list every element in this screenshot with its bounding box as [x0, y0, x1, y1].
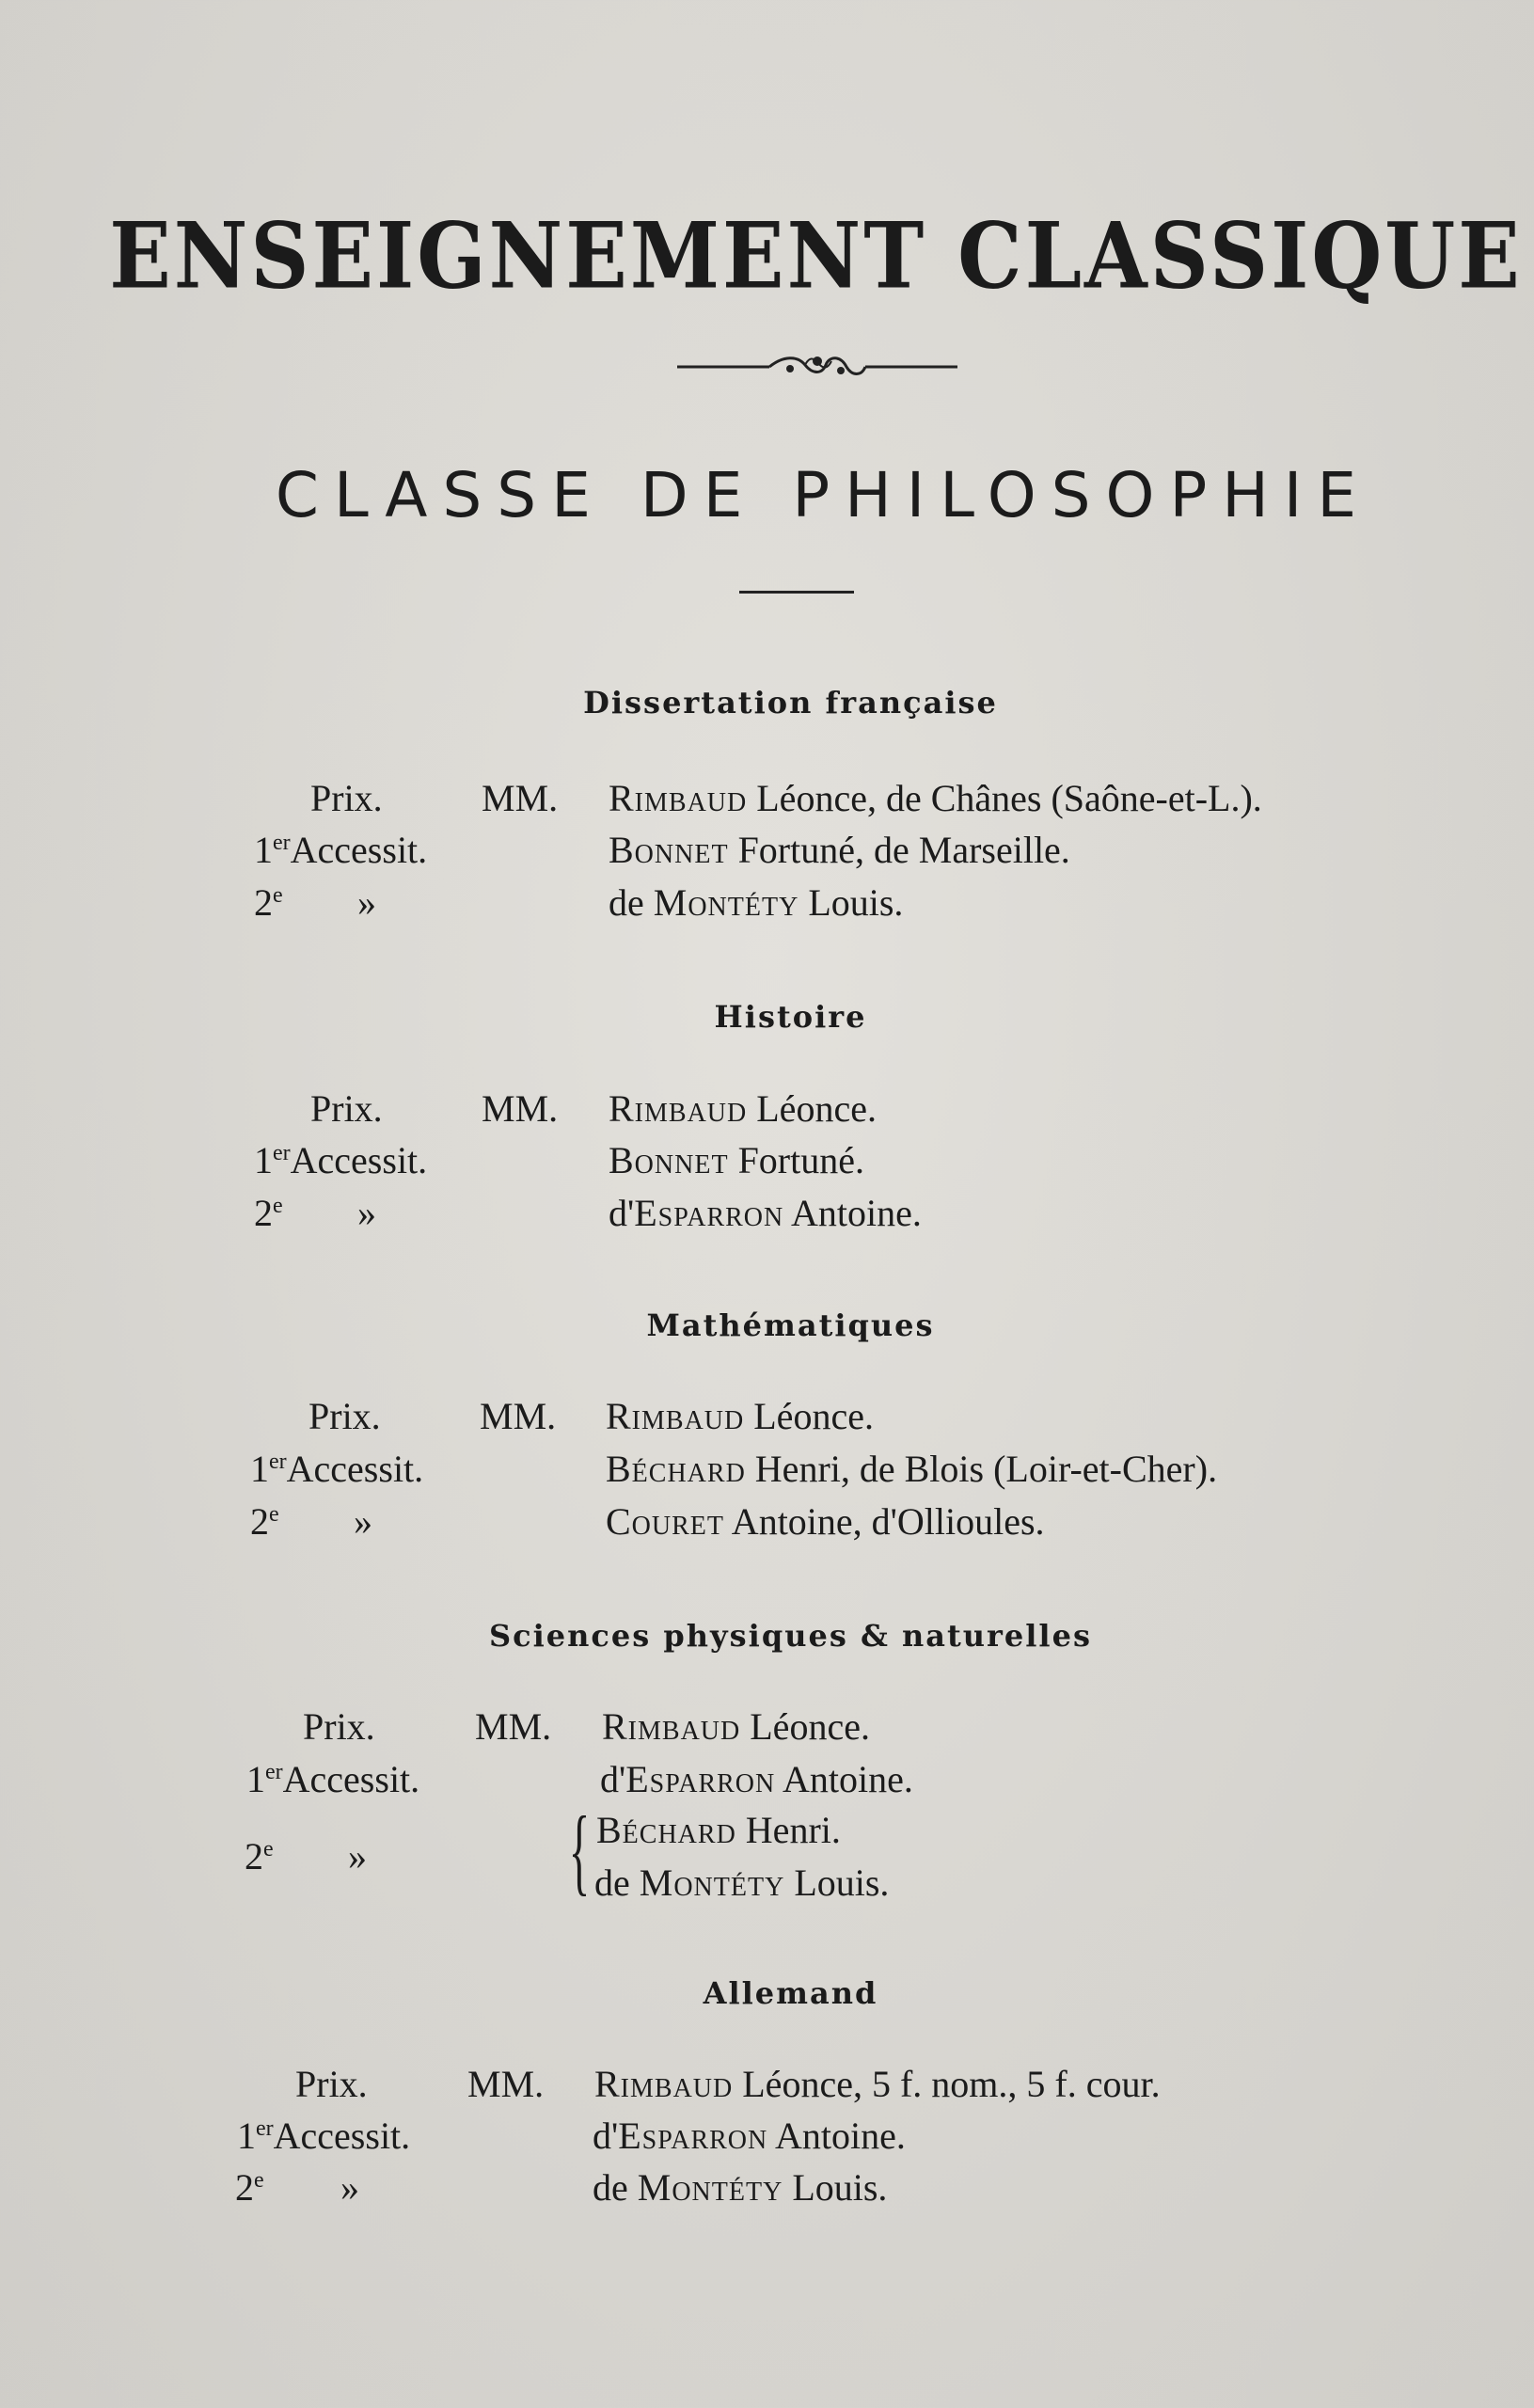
section-sciences — [0, 1618, 1534, 1654]
laureate-name: d'Esparron Antoine. — [593, 2115, 906, 2157]
rank-label: Prix. — [310, 1087, 383, 1130]
laureate-name: Bonnet Fortuné. — [609, 1139, 864, 1181]
laureate-name: Bonnet Fortuné, de Marseille. — [609, 829, 1070, 871]
ditto-mark: » — [348, 1835, 367, 1877]
rank-label: 2e — [245, 1835, 274, 1877]
mm-label: MM. — [480, 1395, 557, 1437]
rank-label: 2e — [254, 1192, 283, 1234]
rank-label: Prix. — [295, 2063, 368, 2105]
mm-label: MM. — [482, 777, 559, 819]
brace-mark: { — [568, 1797, 591, 1905]
section-heading: Mathématiques — [646, 1307, 935, 1343]
laureate-name: Rimbaud Léonce, de Chânes (Saône-et-L.). — [609, 777, 1262, 819]
rank-label: 2e — [254, 881, 283, 924]
rank-label: Prix. — [310, 777, 383, 819]
divider-rule — [739, 591, 854, 594]
class-subtitle: CLASSE DE PHILOSOPHIE — [275, 459, 1372, 531]
page-title: ENSEIGNEMENT CLASSIQUE — [109, 202, 1523, 310]
section-mathematiques — [0, 1307, 1534, 1343]
ornament-flourish — [675, 348, 959, 386]
section-allemand — [0, 1975, 1534, 2011]
ditto-mark: » — [354, 1500, 372, 1543]
mm-label: MM. — [482, 1087, 559, 1130]
rank-label: 2e — [235, 2166, 264, 2209]
rank-label: Prix. — [308, 1395, 381, 1437]
laureate-name: Rimbaud Léonce, 5 f. nom., 5 f. cour. — [594, 2063, 1161, 2105]
section-heading: Dissertation française — [583, 685, 998, 721]
laureate-name: Rimbaud Léonce. — [606, 1395, 874, 1437]
section-heading: Sciences physiques & naturelles — [489, 1618, 1092, 1654]
section-heading: Allemand — [703, 1975, 878, 2011]
laureate-name: d'Esparron Antoine. — [609, 1192, 922, 1234]
ditto-mark: » — [340, 2166, 359, 2209]
laureate-name: de Montéty Louis. — [594, 1861, 890, 1904]
section-histoire — [0, 999, 1534, 1035]
laureate-name: de Montéty Louis. — [609, 881, 904, 924]
laureate-name: Rimbaud Léonce. — [602, 1705, 870, 1748]
laureate-name: de Montéty Louis. — [593, 2166, 888, 2209]
rank-label: 1erAccessit. — [250, 1448, 424, 1490]
rank-label: Prix. — [303, 1705, 375, 1748]
laureate-name: Béchard Henri. — [596, 1809, 841, 1851]
rank-label: 1erAccessit. — [246, 1758, 420, 1800]
laureate-name: Rimbaud Léonce. — [609, 1087, 877, 1130]
laureate-name: d'Esparron Antoine. — [600, 1758, 913, 1800]
laureate-name: Béchard Henri, de Blois (Loir-et-Cher). — [606, 1448, 1218, 1490]
ditto-mark: » — [357, 1192, 376, 1234]
section-dissertation — [0, 685, 1534, 721]
ditto-mark: » — [357, 881, 376, 924]
rank-label: 1erAccessit. — [237, 2115, 411, 2157]
mm-label: MM. — [467, 2063, 545, 2105]
rank-label: 1erAccessit. — [254, 1139, 428, 1181]
section-heading: Histoire — [714, 999, 867, 1035]
mm-label: MM. — [475, 1705, 552, 1748]
rank-label: 2e — [250, 1500, 279, 1543]
rank-label: 1erAccessit. — [254, 829, 428, 871]
laureate-name: Couret Antoine, d'Ollioules. — [606, 1500, 1045, 1543]
